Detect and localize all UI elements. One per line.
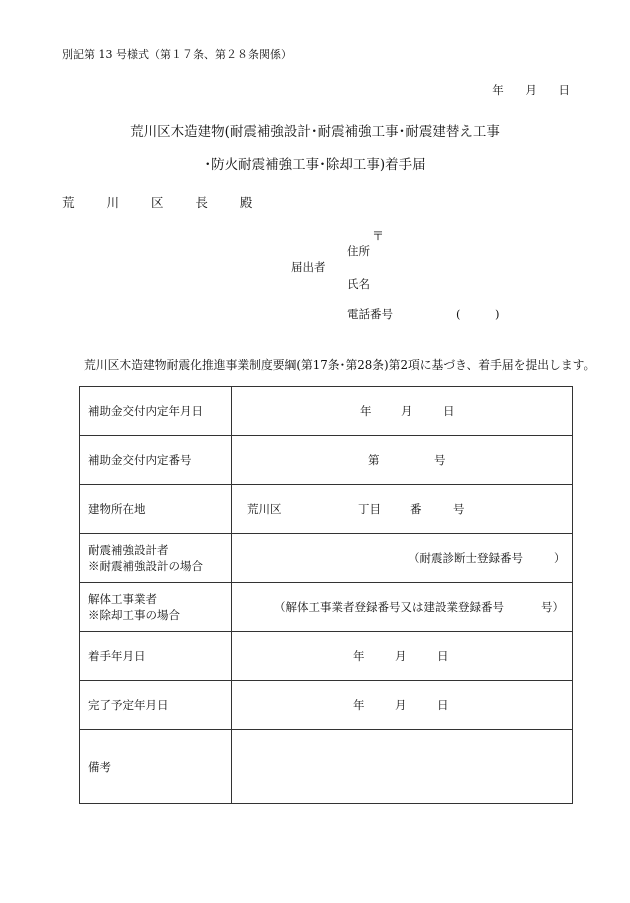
grant-date-year: 年 bbox=[360, 404, 372, 418]
phone-label: 電話番号 bbox=[347, 307, 393, 321]
document-title-line1: 荒川区木造建物(耐震補強設計･耐震補強工事･耐震建替え工事 bbox=[130, 124, 500, 140]
grant-number-field[interactable] bbox=[232, 436, 573, 485]
location-ban: 番 bbox=[410, 502, 422, 516]
grant-date-day: 日 bbox=[443, 404, 455, 418]
start-date-year: 年 bbox=[353, 649, 365, 663]
date-year: 年 bbox=[492, 83, 504, 97]
form-number-label: 別記第 13 号様式（第１７条、第２８条関係） bbox=[62, 48, 292, 61]
contractor-note: ※除却工事の場合 bbox=[88, 608, 180, 622]
row-label-completion-date: 完了予定年月日 bbox=[80, 681, 232, 730]
location-chome: 丁目 bbox=[358, 502, 381, 516]
designer-field[interactable] bbox=[232, 534, 573, 583]
designer-registration-close: ） bbox=[554, 551, 566, 565]
start-date-month: 月 bbox=[395, 649, 407, 663]
date-month: 月 bbox=[525, 83, 537, 97]
completion-date-day: 日 bbox=[437, 698, 449, 712]
table-row bbox=[80, 681, 573, 730]
designer-note: ※耐震補強設計の場合 bbox=[88, 559, 203, 573]
phone-area-code-parens: ( ) bbox=[456, 307, 500, 321]
table-row bbox=[80, 730, 573, 804]
contractor-registration-close: 号） bbox=[541, 600, 564, 614]
contractor-registration-note: （解体工事業者登録番号又は建設業登録番号 bbox=[274, 600, 504, 614]
document-title-line2: ･防火耐震補強工事･除却工事)着手届 bbox=[204, 157, 426, 173]
submission-date bbox=[474, 82, 570, 98]
grant-number-dai: 第 bbox=[368, 453, 380, 467]
row-label-demolition-contractor bbox=[80, 583, 232, 632]
postal-mark: 〒 bbox=[372, 229, 385, 243]
name-label: 氏名 bbox=[347, 277, 370, 291]
location-ward: 荒川区 bbox=[247, 502, 282, 516]
designer-label: 耐震補強設計者 bbox=[88, 543, 169, 557]
grant-number-go: 号 bbox=[434, 453, 446, 467]
building-location-field[interactable] bbox=[232, 485, 573, 534]
demolition-contractor-field[interactable] bbox=[232, 583, 573, 632]
location-go: 号 bbox=[453, 502, 465, 516]
designer-registration-note: （耐震診断士登録番号 bbox=[408, 551, 523, 565]
row-label-remarks: 備考 bbox=[80, 730, 232, 804]
grant-date-month: 月 bbox=[401, 404, 413, 418]
row-label-grant-number: 補助金交付内定番号 bbox=[80, 436, 232, 485]
table-row bbox=[80, 632, 573, 681]
start-date-day: 日 bbox=[437, 649, 449, 663]
address-label: 住所 bbox=[347, 244, 370, 258]
remarks-field[interactable] bbox=[232, 730, 573, 804]
start-date-field[interactable] bbox=[232, 632, 573, 681]
completion-date-year: 年 bbox=[353, 698, 365, 712]
row-label-grant-date: 補助金交付内定年月日 bbox=[80, 387, 232, 436]
applicant-label: 届出者 bbox=[291, 260, 326, 274]
addressee: 荒 川 区 長 殿 bbox=[62, 195, 267, 210]
form-table bbox=[79, 386, 573, 804]
contractor-label: 解体工事業者 bbox=[88, 592, 157, 606]
table-row bbox=[80, 534, 573, 583]
row-label-start-date: 着手年月日 bbox=[80, 632, 232, 681]
completion-date-field[interactable] bbox=[232, 681, 573, 730]
table-row bbox=[80, 583, 573, 632]
row-label-designer bbox=[80, 534, 232, 583]
table-row bbox=[80, 387, 573, 436]
completion-date-month: 月 bbox=[395, 698, 407, 712]
date-day: 日 bbox=[558, 83, 570, 97]
table-row bbox=[80, 436, 573, 485]
submission-statement: 荒川区木造建物耐震化推進事業制度要綱(第17条･第28条)第2項に基づき、着手届を提出します。 bbox=[84, 358, 596, 372]
grant-date-field[interactable] bbox=[232, 387, 573, 436]
table-row bbox=[80, 485, 573, 534]
row-label-building-location: 建物所在地 bbox=[80, 485, 232, 534]
